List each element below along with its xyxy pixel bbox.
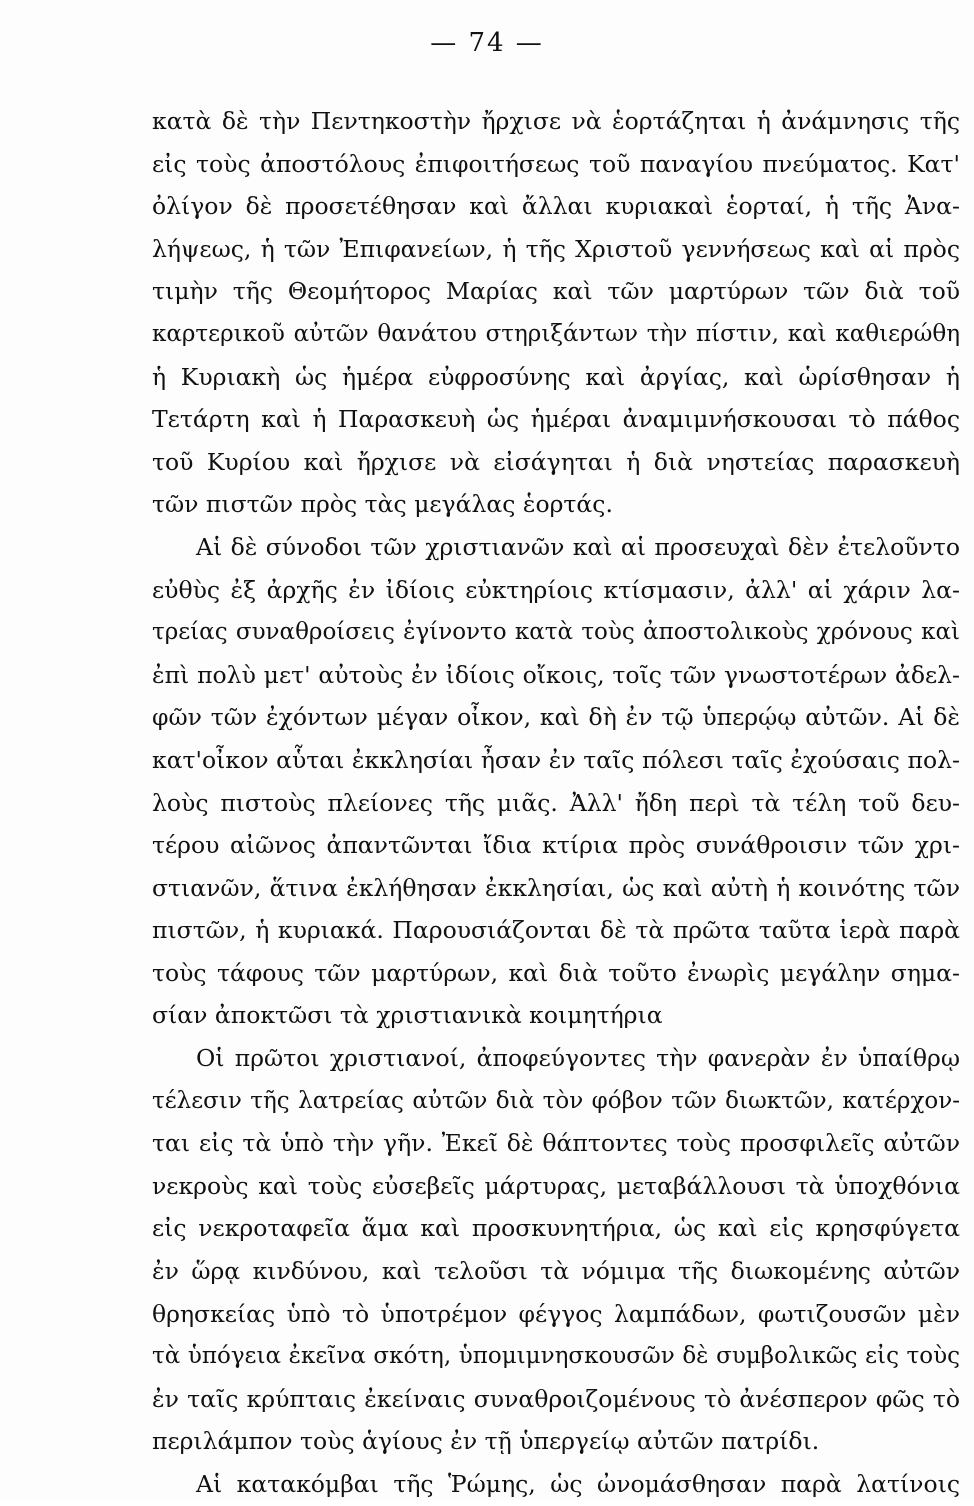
text-line: περιλάμπον τοὺς ἁγίους ἐν τῇ ὑπεργείῳ αὐτῶν πατρίδι. xyxy=(152,1427,820,1456)
text-line: τὰ ὑπόγεια ἐκεῖνα σκότη, ὑπομιμνησκουσῶν δὲ συμβολικῶς εἰς τοὺς xyxy=(152,1343,960,1370)
paragraph-2 xyxy=(152,526,960,1037)
text-line: τοῦ Κυρίου καὶ ἤρχισε νὰ εἰσάγηται ἡ διὰ νηστείας παρασκευὴ xyxy=(152,447,960,476)
text-line: Αἱ κατακόμβαι τῆς Ῥώμης, ὡς ὠνομάσθησαν παρὰ λατίνοις xyxy=(196,1470,960,1498)
text-line: εἰς νεκροταφεῖα ἅμα καὶ προσκυνητήρια, ὡς καὶ εἰς κρησφύγετα xyxy=(152,1214,960,1243)
text-line: Τετάρτη καὶ ἡ Παρασκευὴ ὡς ἡμέραι ἀναμιμνήσκουσαι τὸ πάθος xyxy=(152,405,960,434)
text-line: Αἱ δὲ σύνοδοι τῶν χριστιανῶν καὶ αἱ προσευχαὶ δὲν ἐτελοῦντο xyxy=(196,532,960,561)
paragraph-4 xyxy=(152,1463,960,1506)
text-line: ὀλίγον δὲ προσετέθησαν καὶ ἄλλαι κυριακαὶ ἑορταί, ἡ τῆς Ἀνα- xyxy=(152,192,960,221)
text-line: τοὺς τάφους τῶν μαρτύρων, καὶ διὰ τοῦτο ἐνωρὶς μεγάλην σημα- xyxy=(152,958,960,987)
text-line: καρτερικοῦ αὐτῶν θανάτου στηριξάντων τὴν πίστιν, καὶ καθιερώθη xyxy=(152,320,960,347)
text-line: σίαν ἀποκτῶσι τὰ χριστιανικὰ κοιμητήρια xyxy=(152,1001,663,1030)
text-line: πιστῶν, ἡ κυριακά. Παρουσιάζονται δὲ τὰ πρῶτα ταῦτα ἱερὰ παρὰ xyxy=(152,916,960,945)
text-line: ἡ Κυριακὴ ὡς ἡμέρα εὐφροσύνης καὶ ἀργίας, καὶ ὡρίσθησαν ἡ xyxy=(152,362,960,391)
text-line: ται εἰς τὰ ὑπὸ τὴν γῆν. Ἐκεῖ δὲ θάπτοντες τοὺς προσφιλεῖς αὐτῶν xyxy=(152,1129,960,1158)
text-line: τέλεσιν τῆς λατρείας αὐτῶν διὰ τὸν φόβον τῶν διωκτῶν, κατέρχον- xyxy=(152,1087,960,1114)
text-line: εὐθὺς ἐξ ἀρχῆς ἐν ἰδίοις εὐκτηρίοις κτίσμασιν, ἀλλ' αἱ χάριν λα- xyxy=(152,575,960,604)
text-line: τέρου αἰῶνος ἀπαντῶνται ἴδια κτίρια πρὸς συνάθροισιν τῶν χρι- xyxy=(152,831,960,860)
text-line: τῶν πιστῶν πρὸς τὰς μεγάλας ἑορτάς. xyxy=(152,490,613,519)
page-number: — 74 — xyxy=(430,28,544,58)
text-line: Οἱ πρῶτοι χριστιανοί, ἀποφεύγοντες τὴν φανερὰν ἐν ὑπαίθρῳ xyxy=(196,1044,960,1073)
text-line: κατ'οἶκον αὗται ἐκκλησίαι ἦσαν ἐν ταῖς πόλεσι ταῖς ἐχούσαις πολ- xyxy=(152,745,960,774)
text-line: λήψεως, ἡ τῶν Ἐπιφανείων, ἡ τῆς Χριστοῦ γεννήσεως καὶ αἱ πρὸς xyxy=(152,234,960,263)
text-line: κατὰ δὲ τὴν Πεντηκοστὴν ἤρχισε νὰ ἑορτάζηται ἡ ἀνάμνησις τῆς xyxy=(152,107,960,135)
paragraph-3 xyxy=(152,1037,960,1463)
text-line: τρείας συναθροίσεις ἐγίνοντο κατὰ τοὺς ἀποστολικοὺς χρόνους καὶ xyxy=(152,619,960,646)
text-line: λοὺς πιστοὺς πλείονες τῆς μιᾶς. Ἀλλ' ἤδη περὶ τὰ τέλη τοῦ δευ- xyxy=(152,788,960,817)
text-line: θρησκείας ὑπὸ τὸ ὑποτρέμον φέγγος λαμπάδων, φωτιζουσῶν μὲν xyxy=(152,1299,960,1328)
text-line: νεκροὺς καὶ τοὺς εὐσεβεῖς μάρτυρας, μεταβάλλουσι τὰ ὑποχθόνια xyxy=(152,1171,960,1200)
text-line: εἰς τοὺς ἀποστόλους ἐπιφοιτήσεως τοῦ παναγίου πνεύματος. Κατ' xyxy=(152,149,960,178)
body-text xyxy=(152,100,960,1506)
text-line: ἐν ὥρᾳ κινδύνου, καὶ τελοῦσι τὰ νόμιμα τῆς διωκομένης αὐτῶν xyxy=(152,1257,960,1286)
text-line: ἐν ταῖς κρύπταις ἐκείναις συναθροιζομένους τὸ ἀνέσπερον φῶς τὸ xyxy=(152,1384,960,1413)
text-line: ἐπὶ πολὺ μετ' αὐτοὺς ἐν ἰδίοις οἴκοις, τοῖς τῶν γνωστοτέρων ἀδελ- xyxy=(152,660,960,689)
paragraph-1 xyxy=(152,100,960,526)
text-line: φῶν τῶν ἐχόντων μέγαν οἶκον, καὶ δὴ ἐν τῷ ὑπερῴῳ αὐτῶν. Αἱ δὲ xyxy=(152,703,960,732)
text-line: στιανῶν, ἅτινα ἐκλήθησαν ἐκκλησίαι, ὡς καὶ αὐτὴ ἡ κοινότης τῶν xyxy=(152,873,960,902)
text-line: τιμὴν τῆς Θεομήτορος Μαρίας καὶ τῶν μαρτύρων τῶν διὰ τοῦ xyxy=(152,277,960,306)
